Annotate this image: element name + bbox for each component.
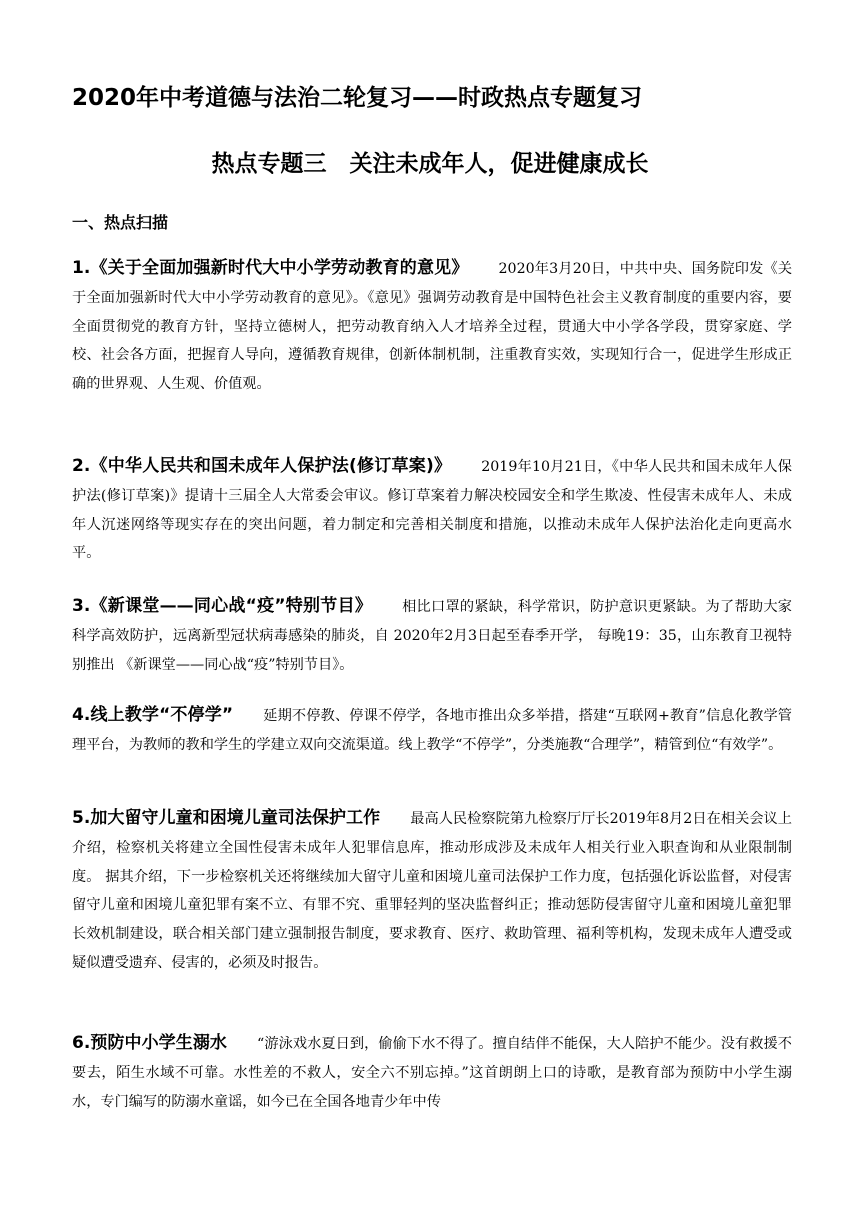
document-subtitle: 热点专题三 关注未成年人，促进健康成长 <box>211 151 649 177</box>
hotspot-item-body: 延期不停教、停课不停学，各地市推出众多举措，搭建“互联网+教育”信息化教学管理平台，为教师的教和学生的学建立双向交流渠道。线上教学“不停学”，分类施教“合理学”，精管到位“有效学”。 <box>72 708 792 753</box>
hotspot-item-3 <box>72 592 792 679</box>
hotspot-item-1 <box>72 254 792 399</box>
hotspot-item-body: 相比口罩的紧缺，科学常识，防护意识更紧缺。为了帮助大家科学高效防护，远离新型冠状病毒感染的肺炎，自 2020年2月3日起至春季开学， 每晚19：35，山东教育卫视特别推出 《新课堂——同心战“疫”特别节目》。 <box>72 599 792 673</box>
hotspot-item-heading: 3.《新课堂——同心战“疫”特别节目》 <box>72 596 373 616</box>
hotspot-item-body: 2020年3月20日，中共中央、国务院印发《关于全面加强新时代大中小学劳动教育的意见》。《意见》强调劳动教育是中国特色社会主义教育制度的重要内容，要全面贯彻党的教育方针，坚持立德树人，把劳动教育纳入人才培养全过程，贯通大中小学各学段，贯穿家庭、学校、社会各方面，把握育人导向，遵循教育规律，创新体制机制，注重教育实效，实现知行合一，促进学生形成正确的世界观、人生观、价值观。 <box>72 261 793 393</box>
hotspot-item-4 <box>72 701 792 760</box>
section-heading: 一、热点扫描 <box>72 213 169 232</box>
document-title: 2020年中考道德与法治二轮复习——时政热点专题复习 <box>72 85 643 111</box>
hotspot-item-heading: 2.《中华人民共和国未成年人保护法(修订草案)》 <box>72 456 452 476</box>
hotspot-item-body: 最高人民检察院第九检察厅厅长2019年8月2日在相关会议上介绍，检察机关将建立全国性侵害未成年人犯罪信息库，推动形成涉及未成年人相关行业入职查询和从业限制制度。 据其介绍，下一步检察机关还将继续加大留守儿童和困境儿童司法保护工作力度，包括强化诉讼监督，对侵害留守儿童和困境儿童犯罪有案不立、有罪不究、重罪轻判的坚决监督纠正；推动惩防侵害留守儿童和困境儿童犯罪长效机制建设，联合相关部门建立强制报告制度，要求教育、医疗、救助管理、福利等机构，发现未成年人遭受或疑似遭受遗弃、侵害的，必须及时报告。 <box>72 811 792 971</box>
hotspot-item-6 <box>72 1029 792 1116</box>
hotspot-item-heading: 6.预防中小学生溺水 <box>72 1033 227 1053</box>
hotspot-item-heading: 5.加大留守儿童和困境儿童司法保护工作 <box>72 808 381 828</box>
hotspot-item-body: 2019年10月21日，《中华人民共和国未成年人保护法(修订草案)》提请十三届全人大常委会审议。修订草案着力解决校园安全和学生欺凌、性侵害未成年人、未成年人沉迷网络等现实存在的突出问题，着力制定和完善相关制度和措施，以推动未成年人保护法治化走向更高水平。 <box>72 459 792 562</box>
hotspot-item-heading: 1.《关于全面加强新时代大中小学劳动教育的意见》 <box>72 258 469 278</box>
hotspot-item-heading: 4.线上教学“不停学” <box>72 705 234 725</box>
hotspot-item-2 <box>72 452 792 568</box>
hotspot-item-5 <box>72 804 792 978</box>
hotspot-item-body: “游泳戏水夏日到，偷偷下水不得了。擅自结伴不能保，大人陪护不能少。没有救援不要去，陌生水域不可靠。水性差的不救人，安全六不别忘掉。”这首朗朗上口的诗歌，是教育部为预防中小学生溺水，专门编写的防溺水童谣，如今已在全国各地青少年中传 <box>72 1036 792 1110</box>
